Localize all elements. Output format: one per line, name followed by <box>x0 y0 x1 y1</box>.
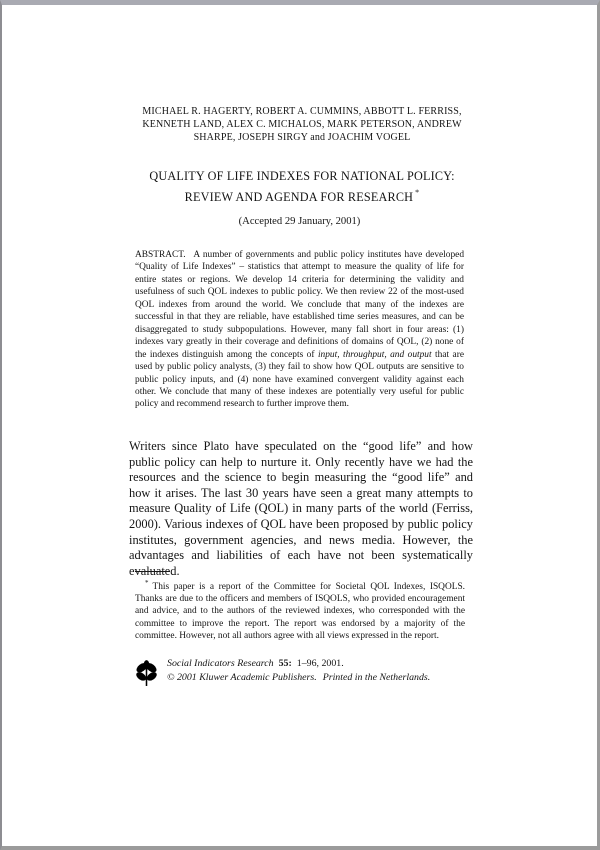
abstract-text-2: that are used by public policy analysts, (3) they fail to show how QOL outputs are sensitive to public policy inputs, and (4) none have examined convergent validity against each other. We conclude that many of these indexes are potentially very useful for public policy and recommend research to further improve them. <box>135 349 464 410</box>
title-footnote-star: * <box>415 187 420 197</box>
kluwer-flower-icon <box>135 660 158 693</box>
abstract-paragraph <box>135 249 464 411</box>
title-line-2-text: REVIEW AND AGENDA FOR RESEARCH <box>184 189 414 204</box>
journal-volume: 55: <box>278 658 292 669</box>
copyright-text: © 2001 Kluwer Academic Publishers. <box>167 671 317 683</box>
printed-in-text: Printed in the Netherlands. <box>322 671 431 683</box>
authors-block <box>62 105 542 145</box>
abstract-text-1: A number of governments and public policy institutes have developed “Quality of Life Indexes” – statistics that attempt to measure the quality of life for entire states or regions. We develop 14 criteria for determining the validity and usefulness of such QOL indexes to public policy. We then review 22 of the most-used QOL indexes from around the world. We conclude that many of the indexes are successful in that they are reliable, have established time series measures, and can be disaggregated to study subpopulations. However, many fall short in four areas: (1) indexes vary greatly in their coverage and definitions of domains of QOL, (2) none of the indexes distinguish among the concepts of <box>135 250 465 360</box>
paper-title <box>62 168 542 205</box>
author-line-1: MICHAEL R. HAGERTY, ROBERT A. CUMMINS, ABBOTT L. FERRISS, <box>142 106 462 117</box>
footnote-paragraph <box>135 577 465 642</box>
journal-pages: 1–96, 2001. <box>296 658 344 669</box>
journal-footer <box>135 657 430 693</box>
title-line-2 <box>62 185 542 206</box>
abstract-italic-phrase: input, throughput, and output <box>317 349 432 360</box>
abstract-label: ABSTRACT. <box>135 250 186 260</box>
body-paragraph: Writers since Plato have speculated on the “good life” and how public policy can help to nurture it. Only recently have we had the resources and the science to begin measuring the “good life” and how it arises. The last 30 years have seen a great many attempts to measure Quality of Life (QOL) in many parts of the world (Ferriss, 2000). Various indexes of QOL have been proposed by public policy institutes, government agencies, and news media. However, the advantages and liabilities of each have not been systematically evaluated. <box>129 439 473 578</box>
footnote-text: This paper is a report of the Committee for Societal QOL Indexes, ISQOLS. Thanks are due to the officers and members of ISQOLS, who provided encouragement and advice, and to the authors of the reviewed indexes, who corresponded with the committee to improve the report. The report was endorsed by a majority of the committee. However, not all authors agree with all views expressed in the report. <box>135 582 465 641</box>
footnote-star: * <box>145 579 149 587</box>
accepted-date: (Accepted 29 January, 2001) <box>238 216 361 227</box>
author-line-2: KENNETH LAND, ALEX C. MICHALOS, MARK PETERSON, ANDREW <box>142 119 462 131</box>
journal-lines <box>167 657 430 685</box>
title-line-1: QUALITY OF LIFE INDEXES FOR NATIONAL POLICY: <box>149 169 455 183</box>
author-line-3: SHARPE, JOSEPH SIRGY and JOACHIM VOGEL <box>193 132 411 144</box>
journal-title: Social Indicators Research <box>167 658 274 669</box>
journal-citation <box>167 657 430 671</box>
copyright-line <box>167 671 430 685</box>
footnote-rule <box>135 571 170 572</box>
